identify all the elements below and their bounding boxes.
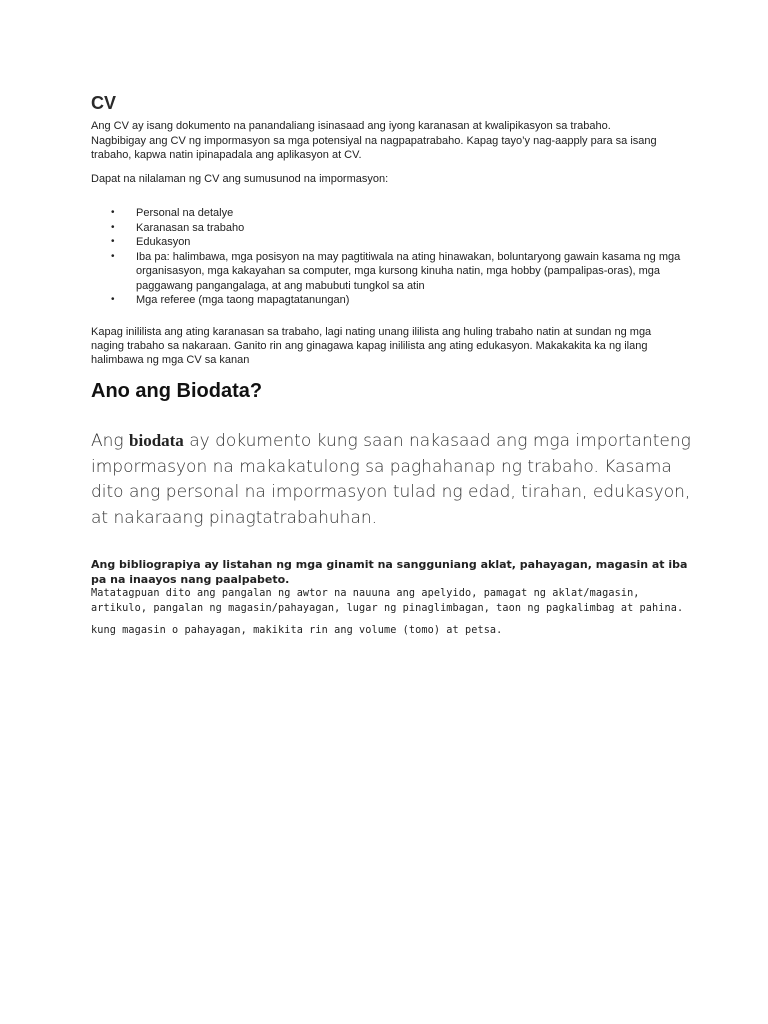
list-item-text: Iba pa: halimbawa, mga posisyon na may pagtitiwala na ating hinawakan, boluntaryong gawain kasama ng mga organisasyon, mga kakayahan sa computer, mga kursong kinuha natin, mga hobby (pampalipas-oras), mga paggawang pangangalaga, at ang mabubuti tungkol sa atin: [136, 250, 681, 292]
biodata-text-after: ay dokumento kung saan nakasaad ang mga importanteng impormasyon na makakatulong sa paghahanap ng trabaho. Kasama dito ang personal na impormasyon tulad ng edad, tirahan, edukasyon, at nakaraang pinagtatrabahuhan.: [91, 431, 691, 528]
bullet-icon: •: [111, 294, 115, 305]
list-item-text: Karanasan sa trabaho: [136, 221, 245, 234]
bullet-icon: •: [111, 250, 115, 262]
list-item: [91, 250, 691, 294]
cv-closing-line: Kapag inililista ang ating karanasan sa trabaho, lagi nating unang ililista ang huling trabaho natin at sundan ng mga: [91, 326, 652, 338]
bibliography-heading: Ang bibliograpiya ay listahan ng mga ginamit na sangguniang aklat, pahayagan, magasin at iba pa na inaayos nang paalpabeto.: [91, 558, 688, 586]
biodata-paragraph: [91, 428, 691, 531]
bullet-icon: •: [111, 221, 115, 233]
cv-intro-line: Nagbibigay ang CV ng impormasyon sa mga potensiyal na nagpapatrabaho. Kapag tayo’y nag-aapply para sa isang: [91, 134, 657, 147]
cv-closing-line: halimbawa ng mga CV sa kanan: [91, 354, 250, 366]
bibliography-line: Matatagpuan dito ang pangalan ng awtor na nauuna ang apelyido, pamagat ng aklat/magasin,: [91, 588, 640, 599]
list-item: [91, 206, 691, 221]
bibliography-note: kung magasin o pahayagan, makikita rin ang volume (tomo) at petsa.: [91, 625, 503, 636]
cv-intro-line: trabaho, kapwa natin ipinapadala ang aplikasyon at CV.: [91, 149, 362, 161]
cv-intro: [91, 119, 681, 163]
cv-lead: Dapat na nilalaman ng CV ang sumusunod na impormasyon:: [91, 173, 389, 185]
list-item: [91, 293, 691, 308]
bullet-icon: •: [111, 236, 115, 247]
list-item: [91, 235, 691, 250]
list-item-text: Edukasyon: [136, 236, 191, 248]
biodata-text-before: Ang: [91, 431, 130, 451]
bullet-icon: •: [111, 207, 115, 218]
cv-closing-line: naging trabaho sa nakaraan. Ganito rin ang ginagawa kapag inililista ang ating edukasyon. Makakakita ka ng ilang: [91, 340, 648, 352]
biodata-heading: Ano ang Biodata?: [91, 380, 263, 402]
list-item-text: Mga referee (mga taong mapagtatanungan): [136, 294, 350, 306]
cv-info-list: [91, 206, 691, 308]
cv-closing: [91, 325, 681, 367]
cv-intro-line: Ang CV ay isang dokumento na panandaliang isinasaad ang iyong karanasan at kwalipikasyon sa trabaho.: [91, 120, 611, 132]
list-item: [91, 221, 691, 236]
list-item-text: Personal na detalye: [136, 207, 234, 219]
cv-heading: CV: [91, 93, 117, 113]
bibliography-body: [91, 587, 691, 616]
bibliography-line: artikulo, pangalan ng magasin/pahayagan, lugar ng pinaglimbagan, taon ng pagkalimbag at pahina.: [91, 602, 684, 614]
biodata-term: biodata: [129, 431, 184, 450]
